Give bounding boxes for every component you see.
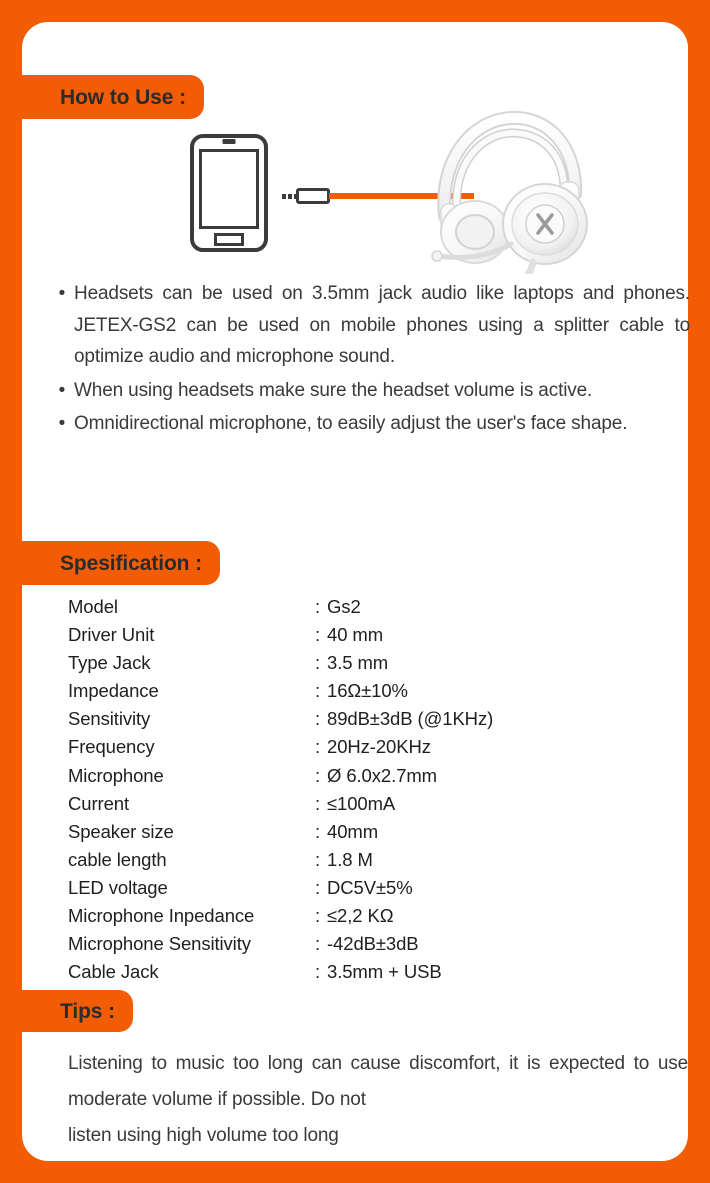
bullet-dot-icon: •: [58, 379, 66, 401]
table-row: [68, 705, 688, 733]
bullet-text: Omnidirectional microphone, to easily adjust the user's face shape.: [74, 413, 628, 434]
spec-value: 89dB±3dB (@1KHz): [327, 708, 494, 730]
how-to-use-illustration: [44, 118, 710, 270]
table-row: [68, 818, 688, 846]
list-item: [50, 408, 690, 440]
spec-key: Frequency: [68, 736, 155, 758]
bullet-dot-icon: •: [58, 283, 66, 304]
spec-key: Cable Jack: [68, 961, 159, 983]
spec-key: cable length: [68, 848, 167, 870]
tab-how-to-use: [22, 75, 204, 119]
phone-screen: [199, 149, 259, 229]
tips-paragraph-last-line: listen using high volume too long: [68, 1125, 339, 1146]
spec-value: 40mm: [327, 820, 378, 842]
spec-colon: :: [315, 876, 321, 898]
spec-key: Speaker size: [68, 820, 174, 842]
smartphone-icon: [190, 134, 268, 252]
tab-specification: [22, 541, 220, 585]
spec-key: Type Jack: [68, 652, 151, 674]
specification-table: [68, 593, 688, 986]
spec-colon: :: [315, 905, 321, 927]
spec-value: 3.5 mm: [327, 652, 389, 674]
tab-tips-label: Tips :: [60, 999, 116, 1023]
spec-colon: :: [315, 848, 321, 870]
table-row: [68, 621, 688, 649]
how-to-use-bullet-list: [50, 278, 690, 442]
spec-colon: :: [315, 596, 321, 617]
spec-key: Model: [68, 596, 118, 617]
table-row: [68, 902, 688, 930]
spec-colon: :: [315, 792, 321, 814]
tab-tips: [22, 990, 133, 1032]
spec-value: ≤2,2 KΩ: [327, 905, 394, 927]
spec-value: -42dB±3dB: [327, 933, 419, 955]
spec-colon: :: [315, 708, 321, 730]
spec-value: DC5V±5%: [327, 876, 413, 898]
bullet-text: When using headsets make sure the headset volume is active.: [74, 379, 593, 401]
spec-value: ≤100mA: [327, 792, 396, 814]
tips-paragraph: [68, 1046, 688, 1154]
gaming-headset-image: [399, 104, 599, 274]
phone-home-button: [214, 233, 244, 246]
bullet-dot-icon: •: [58, 413, 66, 434]
table-row: [68, 733, 688, 761]
spec-colon: :: [315, 680, 321, 702]
spec-colon: :: [315, 652, 321, 674]
table-row: [68, 677, 688, 705]
table-row: [68, 790, 688, 818]
spec-value: 20Hz-20KHz: [327, 736, 431, 758]
spec-colon: :: [315, 961, 321, 983]
table-row: [68, 958, 688, 986]
spec-key: Sensitivity: [68, 708, 151, 730]
table-row: [68, 593, 688, 621]
table-row: [68, 649, 688, 677]
table-row: [68, 762, 688, 790]
spec-key: Microphone: [68, 764, 164, 786]
spec-value: 1.8 M: [327, 848, 373, 870]
spec-value: Ø 6.0x2.7mm: [327, 764, 437, 786]
table-row: [68, 846, 688, 874]
list-item: [50, 278, 690, 373]
spec-colon: :: [315, 820, 321, 842]
table-row: [68, 874, 688, 902]
spec-value: Gs2: [327, 596, 361, 617]
spec-key: Impedance: [68, 680, 159, 702]
spec-key: Microphone Inpedance: [68, 905, 255, 927]
white-content-card: [22, 22, 688, 1161]
list-item: [50, 375, 690, 407]
spec-colon: :: [315, 736, 321, 758]
tab-specification-label: Spesification :: [60, 551, 203, 575]
spec-key: Current: [68, 792, 129, 814]
spec-colon: :: [315, 933, 321, 955]
tab-how-to-use-label: How to Use :: [60, 85, 186, 109]
spec-colon: :: [315, 624, 321, 646]
spec-colon: :: [315, 764, 321, 786]
spec-value: 16Ω±10%: [327, 680, 408, 702]
audio-jack-barrel-icon: [296, 188, 330, 204]
table-row: [68, 930, 688, 958]
spec-key: LED voltage: [68, 876, 168, 898]
spec-value: 40 mm: [327, 624, 384, 646]
spec-key: Driver Unit: [68, 624, 155, 646]
spec-value: 3.5mm + USB: [327, 961, 442, 983]
bullet-text: Headsets can be used on 3.5mm jack audio like laptops and phones. JETEX-GS2 can be used on mobile phones using a splitter cable to optimize audio and microphone sound.: [74, 283, 690, 367]
phone-earpiece: [223, 139, 236, 144]
spec-key: Microphone Sensitivity: [68, 933, 251, 955]
tips-paragraph-main: Listening to music too long can cause discomfort, it is expected to use moderate volume if possible. Do not: [68, 1053, 688, 1110]
